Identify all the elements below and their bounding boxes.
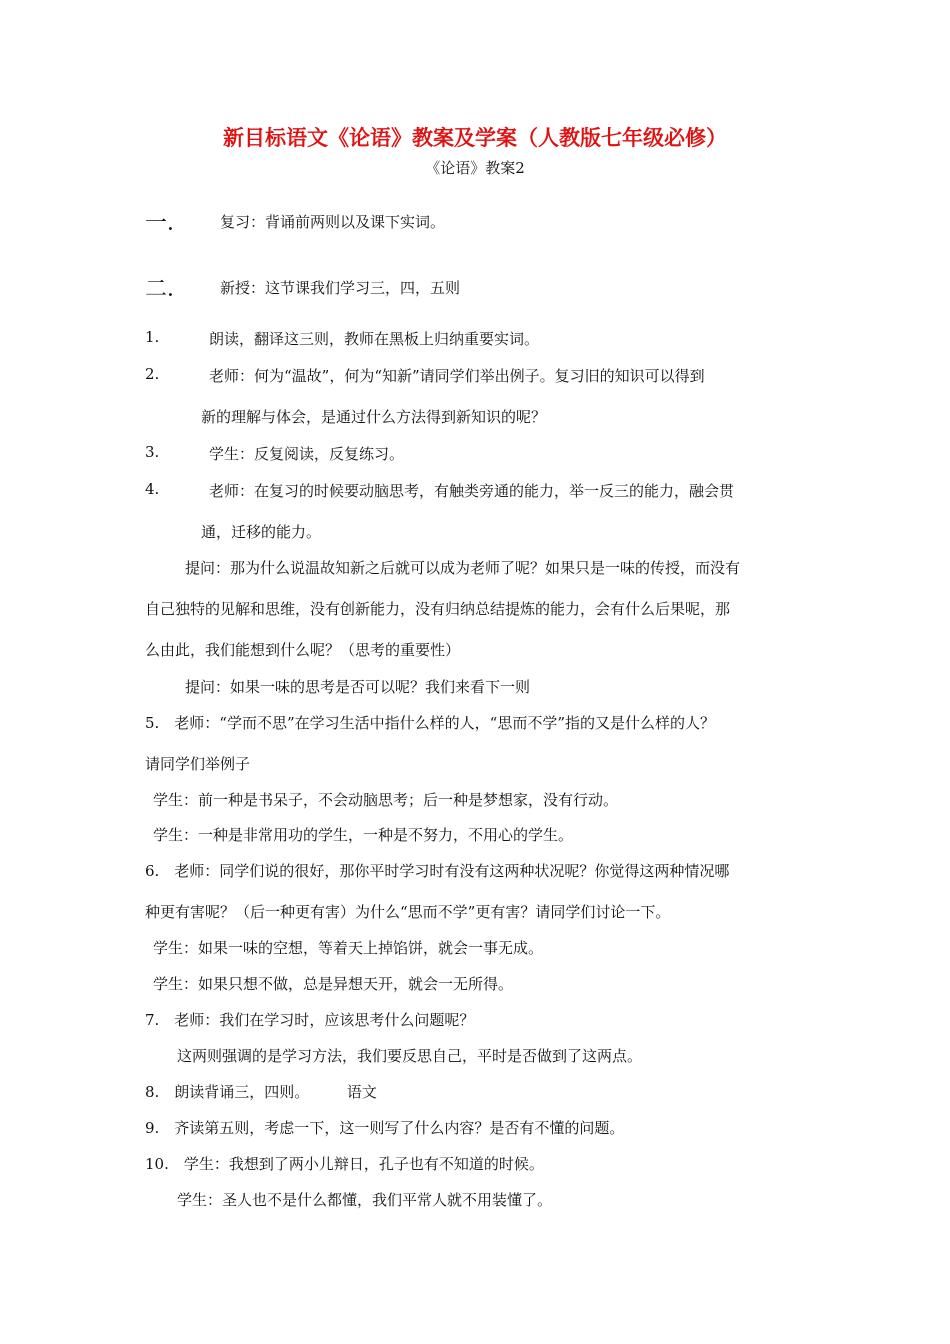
item-number: 3. bbox=[145, 443, 160, 461]
item-text: 学生：反复阅读，反复练习。 bbox=[209, 445, 405, 463]
paragraph-line: 种更有害呢？（后一种更有害）为什么“思而不学”更有害？请同学们讨论一下。 bbox=[145, 903, 671, 921]
section-number: 一． bbox=[145, 211, 190, 236]
item-text: 老师：在复习的时候要动脑思考，有触类旁通的能力，举一反三的能力，融会贯 bbox=[209, 482, 735, 500]
section-text: 复习：背诵前两则以及课下实词。 bbox=[220, 213, 446, 231]
item-text: 老师：何为“温故”，何为“知新”请同学们举出例子。复习旧的知识可以得到 bbox=[209, 367, 705, 385]
paragraph-line: 么由此，我们能想到什么呢？（思考的重要性） bbox=[145, 641, 461, 659]
item-number: 2. bbox=[145, 365, 160, 383]
paragraph-line: 7. 老师：我们在学习时，应该思考什么问题呢？ bbox=[145, 1011, 475, 1029]
item-number: 4. bbox=[145, 480, 160, 498]
paragraph-line: 自己独特的见解和思维，没有创新能力，没有归纳总结提炼的能力，会有什么后果呢，那 bbox=[145, 600, 731, 618]
paragraph-line: 学生：如果只想不做，总是异想天开，就会一无所得。 bbox=[153, 975, 514, 993]
paragraph-line: 提问：那为什么说温故知新之后就可以成为老师了呢？如果只是一味的传授，而没有 bbox=[185, 559, 741, 577]
item-text: 朗读，翻译这三则，教师在黑板上归纳重要实词。 bbox=[209, 330, 540, 348]
paragraph-line: 8. 朗读背诵三，四则。 语文 bbox=[145, 1083, 377, 1101]
document-title: 新目标语文《论语》教案及学案（人教版七年级必修） bbox=[223, 126, 727, 150]
paragraph-line: 6. 老师：同学们说的很好，那你平时学习时有没有这两种状况呢？你觉得这两种情况哪 bbox=[145, 862, 730, 880]
section-number: 二． bbox=[145, 277, 190, 302]
paragraph-line: 提问：如果一味的思考是否可以呢？我们来看下一则 bbox=[185, 678, 531, 696]
paragraph-line: 请同学们举例子 bbox=[145, 755, 251, 773]
paragraph-line: 9. 齐读第五则，考虑一下，这一则写了什么内容？是否有不懂的问题。 bbox=[145, 1119, 625, 1137]
item-number: 1. bbox=[145, 328, 160, 346]
section-text: 新授：这节课我们学习三，四，五则 bbox=[220, 279, 461, 297]
paragraph-line: 学生：如果一味的空想，等着天上掉馅饼，就会一事无成。 bbox=[153, 939, 544, 957]
paragraph-line: 5. 老师：“学而不思”在学习生活中指什么样的人，“思而不学”指的又是什么样的人？ bbox=[145, 714, 715, 732]
paragraph-line: 学生：一种是非常用功的学生，一种是不努力，不用心的学生。 bbox=[153, 826, 574, 844]
paragraph-line: 10. 学生：我想到了两小儿辩日，孔子也有不知道的时候。 bbox=[145, 1155, 544, 1173]
document-subtitle: 《论语》教案2 bbox=[425, 159, 525, 177]
item-text-continued: 新的理解与体会，是通过什么方法得到新知识的呢？ bbox=[201, 408, 547, 426]
item-text-continued: 通，迁移的能力。 bbox=[201, 523, 322, 541]
paragraph-line: 学生：圣人也不是什么都懂，我们平常人就不用装懂了。 bbox=[177, 1191, 553, 1209]
paragraph-line: 学生：前一种是书呆子，不会动脑思考；后一种是梦想家，没有行动。 bbox=[153, 791, 619, 809]
paragraph-line: 这两则强调的是学习方法，我们要反思自己，平时是否做到了这两点。 bbox=[177, 1047, 643, 1065]
